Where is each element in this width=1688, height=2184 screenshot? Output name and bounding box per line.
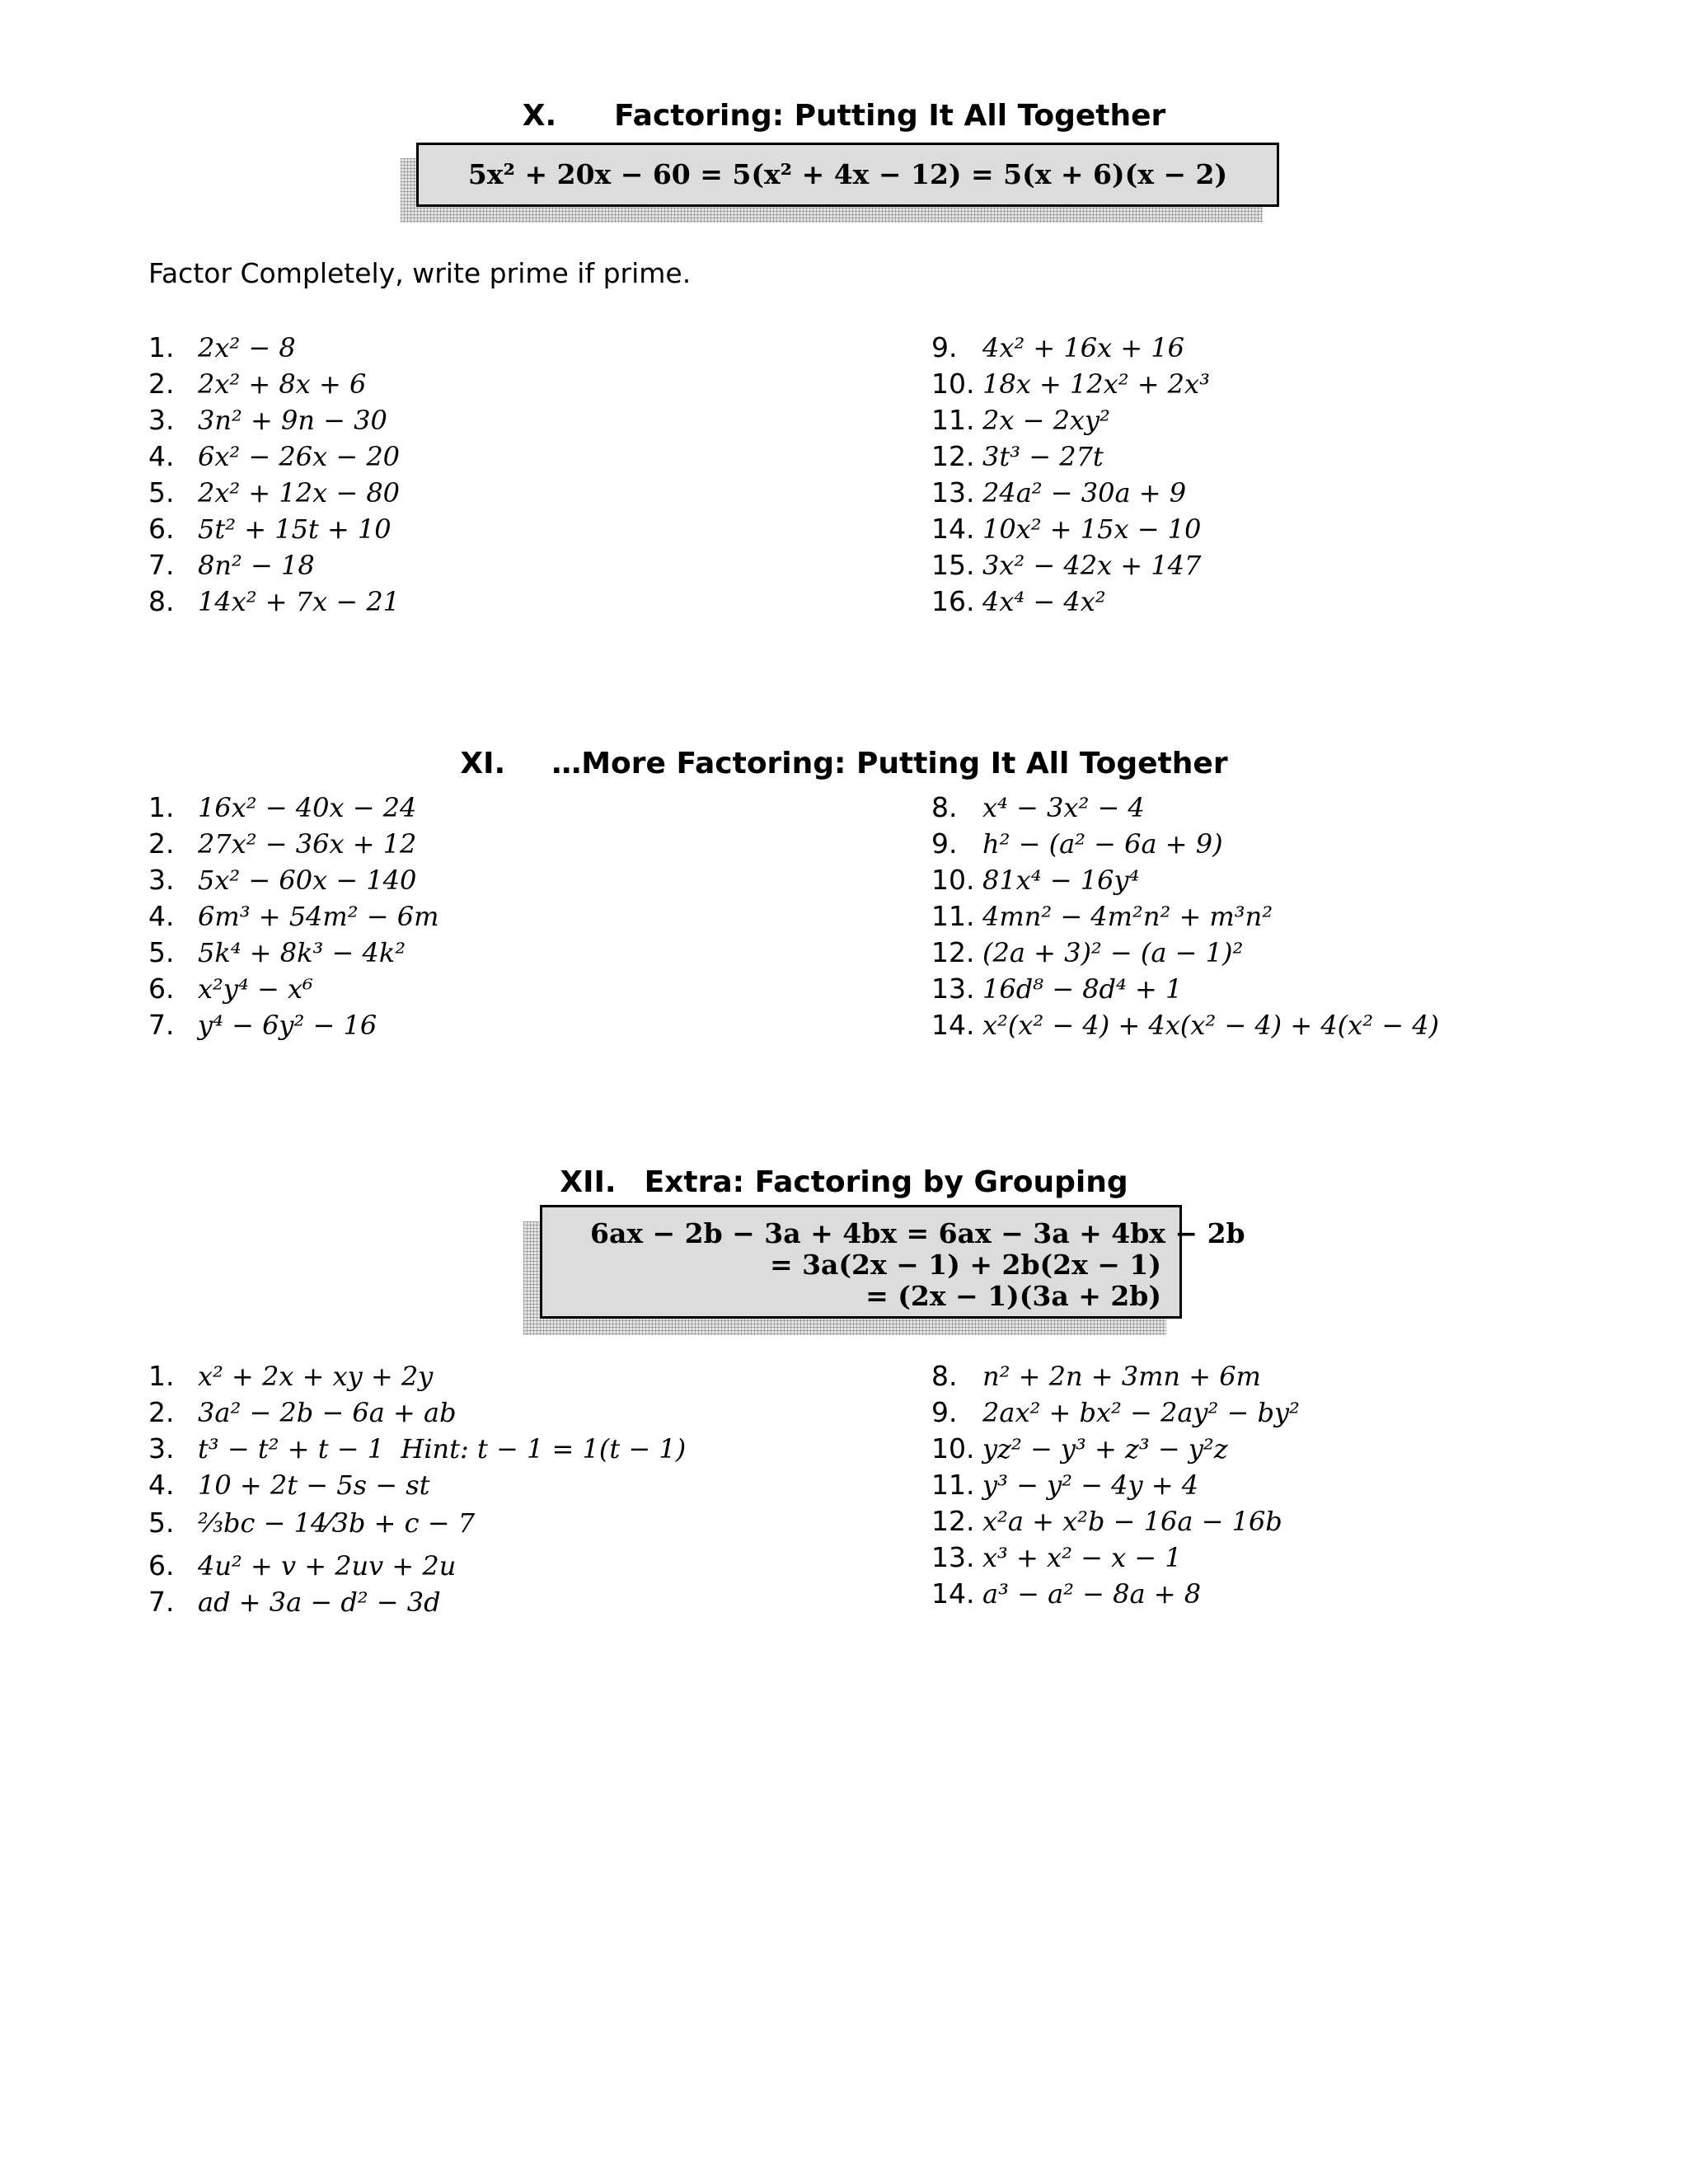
problem-expression: 81x⁴ − 16y⁴ [982,865,1140,896]
problem-expression: h² − (a² − 6a + 9) [982,828,1223,860]
problem-item [931,549,1201,581]
problem-expression: a³ − a² − 8a + 8 [982,1578,1202,1610]
problem-item [931,404,1110,436]
problem-expression: 5t² + 15t + 10 [198,513,392,545]
problem-expression: 8n² − 18 [198,550,315,581]
section-xii-number: XII. [560,1165,617,1199]
problem-expression: 3a² − 2b − 6a + ab [198,1397,457,1428]
example-xii-line-2: = 3a(2x − 1) + 2b(2x − 1) [769,1249,1161,1281]
problem-expression: 4mn² − 4m²n² + m³n² [982,901,1273,932]
problem-expression: yz² − y³ + z³ − y²z [982,1433,1228,1465]
problem-number: 3. [148,1432,175,1465]
problem-number: 14. [931,1009,975,1041]
problem-item [148,1549,456,1582]
example-xii-line-3: = (2x − 1)(3a + 2b) [865,1280,1161,1312]
section-xi-number: XI. [460,747,506,780]
problem-expression: 5k⁴ + 8k³ − 4k² [198,937,406,968]
section-xi-title: …More Factoring: Putting It All Together [551,747,1228,780]
problem-number: 8. [931,1360,958,1392]
problem-number: 6. [148,513,175,545]
problem-expression: 6x² − 26x − 20 [198,441,401,472]
problem-item [148,1360,433,1392]
problem-number: 13. [931,972,975,1005]
problem-item [931,864,1139,896]
problem-item [931,1396,1300,1428]
problem-expression: 2x − 2xy² [982,405,1110,436]
problem-number: 8. [931,791,958,823]
problem-number: 11. [931,404,975,436]
problem-expression: 4x⁴ − 4x² [982,586,1106,617]
problem-item [931,1432,1228,1465]
problem-expression: x²y⁴ − x⁶ [198,973,313,1005]
problem-number: 1. [148,331,175,363]
problem-item [148,1009,377,1041]
problem-expression: 6m³ + 54m² − 6m [198,901,439,932]
problem-number: 14. [931,1577,975,1610]
problem-item [931,476,1186,509]
problem-item [148,476,400,509]
problem-expression: 16x² − 40x − 24 [198,792,417,823]
section-x-title: Factoring: Putting It All Together [614,99,1166,133]
problem-expression: 2x² − 8 [198,332,296,363]
problem-expression: 2x² + 12x − 80 [198,477,401,509]
problem-item [148,1432,686,1465]
problem-item [148,1586,441,1618]
problem-item [148,791,416,823]
problem-number: 6. [148,1549,175,1582]
problem-number: 7. [148,549,175,581]
problem-number: 1. [148,1360,175,1392]
problem-number: 14. [931,513,975,545]
problem-number: 8. [148,585,175,617]
problem-item [148,1507,475,1539]
problem-item [931,585,1106,617]
problem-item [148,864,416,896]
problem-expression: 14x² + 7x − 21 [198,586,401,617]
problem-number: 10. [931,864,975,896]
problem-item [931,900,1273,932]
problem-expression: n² + 2n + 3mn + 6m [982,1361,1261,1392]
problem-item [148,513,392,545]
problem-number: 5. [148,1507,175,1539]
problem-item [931,1541,1182,1573]
problem-expression: t³ − t² + t − 1 Hint: t − 1 = 1(t − 1) [198,1433,687,1465]
problem-expression: 2x² + 8x + 6 [198,368,367,400]
problem-item [931,1360,1261,1392]
problem-number: 6. [148,972,175,1005]
problem-number: 2. [148,827,175,860]
problem-item [148,549,315,581]
problem-number: 2. [148,368,175,400]
section-x-number: X. [522,99,557,133]
problem-number: 9. [931,1396,958,1428]
problem-item [148,368,366,400]
problem-expression: x²(x² − 4) + 4x(x² − 4) + 4(x² − 4) [982,1010,1440,1041]
problem-item [148,1469,429,1501]
problem-number: 12. [931,1505,975,1537]
problem-expression: 4x² + 16x + 16 [982,332,1185,363]
problem-item [148,827,416,860]
problem-number: 16. [931,585,975,617]
problem-expression: 5x² − 60x − 140 [198,865,417,896]
section-xii-title: Extra: Factoring by Grouping [644,1165,1128,1199]
problem-item [148,585,400,617]
problem-expression: 24a² − 30a + 9 [982,477,1187,509]
problem-expression: x⁴ − 3x² − 4 [982,792,1145,823]
problem-expression: x³ + x² − x − 1 [982,1542,1182,1573]
problem-item [931,513,1201,545]
problem-expression: 18x + 12x² + 2x³ [982,368,1210,400]
problem-item [148,440,400,472]
problem-number: 1. [148,791,175,823]
example-xii-line-1: 6ax − 2b − 3a + 4bx = 6ax − 3a + 4bx − 2b [590,1217,1245,1249]
problem-number: 4. [148,440,175,472]
problem-item [931,1577,1201,1610]
problem-item [931,368,1210,400]
problem-number: 3. [148,864,175,896]
problem-item [148,404,387,436]
problem-number: 13. [931,476,975,509]
problem-item [148,900,438,932]
problem-expression: (2a + 3)² − (a − 1)² [982,937,1244,968]
problem-expression: 3x² − 42x + 147 [982,550,1202,581]
problem-expression: ad + 3a − d² − 3d [198,1586,441,1618]
problem-item [148,331,296,363]
problem-number: 12. [931,936,975,968]
problem-item [148,1396,457,1428]
example-x-line-1: 5x² + 20x − 60 = 5(x² + 4x − 12) = 5(x + 6)(x − 2) [467,158,1228,190]
instruction-text: Factor Completely, write prime if prime. [148,257,692,289]
problem-number: 4. [148,1469,175,1501]
problem-number: 9. [931,331,958,363]
problem-item [148,972,313,1005]
problem-number: 11. [931,1469,975,1501]
problem-number: 11. [931,900,975,932]
section-x-heading [0,99,1688,133]
problem-item [148,936,406,968]
problem-expression: 10 + 2t − 5s − st [198,1469,430,1501]
problem-number: 7. [148,1586,175,1618]
problem-number: 10. [931,368,975,400]
problem-number: 2. [148,1396,175,1428]
problem-number: 12. [931,440,975,472]
problem-expression: x²a + x²b − 16a − 16b [982,1506,1282,1537]
problem-expression: x² + 2x + xy + 2y [198,1361,434,1392]
problem-expression: 2ax² + bx² − 2ay² − by² [982,1397,1300,1428]
problem-expression: y³ − y² − 4y + 4 [982,1469,1199,1501]
problem-number: 5. [148,936,175,968]
problem-item [931,936,1243,968]
problem-item [931,972,1182,1005]
problem-item [931,331,1184,363]
section-xi-heading [0,747,1688,780]
problem-item [931,791,1145,823]
problem-number: 15. [931,549,975,581]
problem-item [931,1009,1439,1041]
problem-expression: 3t³ − 27t [982,441,1104,472]
problem-expression: 4u² + v + 2uv + 2u [198,1550,457,1582]
section-xii-heading [0,1165,1688,1199]
problem-item [931,1469,1198,1501]
problem-number: 10. [931,1432,975,1465]
example-box-xii [540,1205,1245,1319]
example-box-x [416,143,1279,207]
problem-number: 4. [148,900,175,932]
problem-expression: y⁴ − 6y² − 16 [198,1010,377,1041]
problem-number: 13. [931,1541,975,1573]
problem-number: 3. [148,404,175,436]
problem-item [931,827,1223,860]
problem-number: 7. [148,1009,175,1041]
problem-item [931,440,1104,472]
problem-number: 5. [148,476,175,509]
problem-expression: 27x² − 36x + 12 [198,828,417,860]
problem-expression: ⅔bc − 14⁄3b + c − 7 [198,1507,476,1539]
problem-number: 9. [931,827,958,860]
problem-item [931,1505,1282,1537]
problem-expression: 16d⁸ − 8d⁴ + 1 [982,973,1183,1005]
problem-expression: 3n² + 9n − 30 [198,405,387,436]
problem-expression: 10x² + 15x − 10 [982,513,1202,545]
